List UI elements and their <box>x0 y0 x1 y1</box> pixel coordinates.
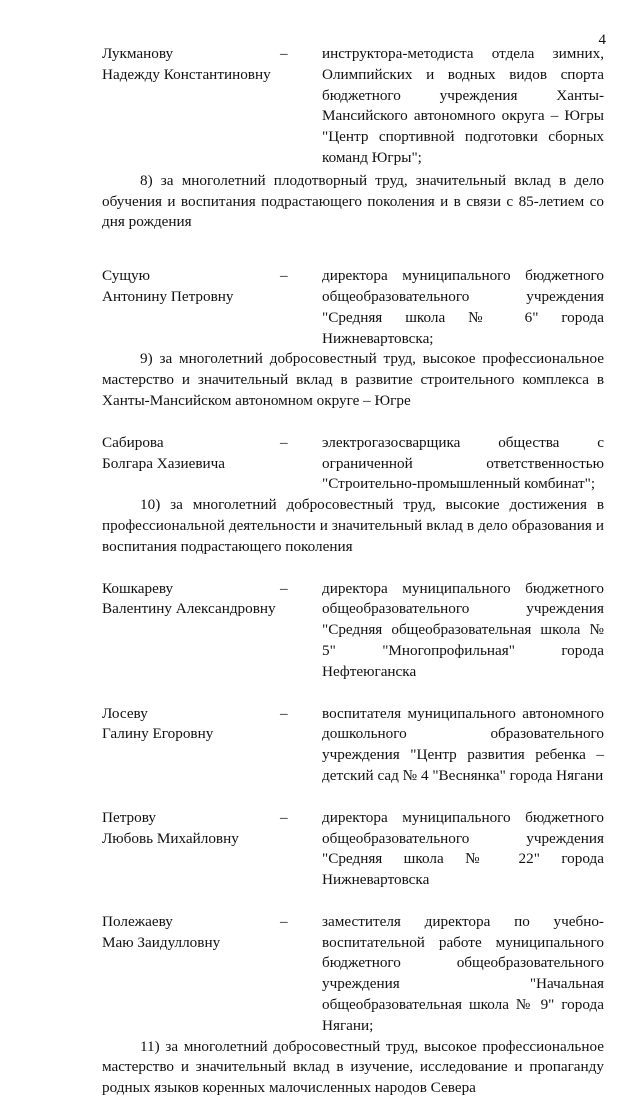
person-position: директора муниципального бюджетного общеобразовательного учреждения "Средняя школа № 6" города Нижневартовска; <box>322 267 604 347</box>
person-position: заместителя директора по учебно-воспитательной работе муниципального бюджетного общеобразовательного учреждения "Начальная общеобразовательная школа № 9" города Нягани; <box>322 912 604 1034</box>
person-surname: Сабирова <box>102 433 164 451</box>
person-position: электрогазосварщика общества с ограниченной ответственностью "Строительно-промышленный комбинат"; <box>322 433 604 493</box>
award-entry <box>102 44 604 169</box>
person-given-names: Валентину Александровну <box>102 600 276 618</box>
award-entry <box>102 704 604 787</box>
person-name <box>102 44 280 169</box>
award-entry <box>102 912 604 1037</box>
entry-dash: – <box>280 45 288 62</box>
entry-dash: – <box>280 267 288 285</box>
entry-dash: – <box>280 579 288 597</box>
award-entry <box>102 433 604 495</box>
person-name <box>102 579 280 683</box>
person-surname: Кошкареву <box>102 579 174 597</box>
person-position: директора муниципального бюджетного общеобразовательного учреждения "Средняя школа № 22" города Нижневартовска <box>322 808 604 889</box>
entry-dash: – <box>280 433 288 451</box>
award-entry <box>102 266 604 349</box>
entry-dash: – <box>280 808 288 826</box>
person-surname: Полежаеву <box>102 912 173 930</box>
person-name <box>102 433 280 495</box>
award-entry <box>102 579 604 683</box>
page-number: 4 <box>598 32 606 48</box>
person-name <box>102 266 280 349</box>
person-given-names: Любовь Михайловну <box>102 829 239 847</box>
person-given-names: Галину Егоровну <box>102 725 214 743</box>
person-given-names: Антонину Петровну <box>102 287 234 305</box>
person-surname: Петрову <box>102 808 156 826</box>
person-given-names: Маю Заидулловну <box>102 933 221 951</box>
award-entry <box>102 808 604 891</box>
person-position: воспитателя муниципального автономного дошкольного образовательного учреждения "Центр развития ребенка – детский сад № 4 "Веснянка" города Нягани <box>322 704 604 784</box>
entry-dash: – <box>280 704 288 722</box>
award-clause: 8) за многолетний плодотворный труд, значительный вклад в дело обучения и воспитания подрастающего поколения и в связи с 85-летием со дня рождения <box>102 171 604 231</box>
award-clause: 10) за многолетний добросовестный труд, высокие достижения в профессиональной деятельности и значительный вклад в дело образования и воспитания подрастающего поколения <box>102 496 604 555</box>
entry-dash: – <box>280 912 288 930</box>
person-surname: Лосеву <box>102 704 148 722</box>
person-name <box>102 704 280 787</box>
award-clause: 9) за многолетний добросовестный труд, высокое профессиональное мастерство и значительный вклад в развитие строительного комплекса в Ханты-Мансийском автономном округе – Югре <box>102 350 604 409</box>
person-name <box>102 808 280 891</box>
person-given-names: Надежду Константиновну <box>102 65 271 83</box>
person-position: директора муниципального бюджетного общеобразовательного учреждения "Средняя общеобразовательная школа № 5" "Многопрофильная" города Нефтеюганска <box>322 579 604 680</box>
person-given-names: Болгара Хазиевича <box>102 454 226 472</box>
person-surname: Лукманову <box>102 45 174 62</box>
person-name <box>102 912 280 1037</box>
award-clause: 11) за многолетний добросовестный труд, высокое профессиональное мастерство и значительный вклад в изучение, исследование и пропаганду родных языков коренных малочисленных народов Севера <box>102 1037 604 1097</box>
person-surname: Сущую <box>102 267 150 285</box>
document-body <box>102 44 604 1099</box>
person-position: инструктора-методиста отдела зимних, Олимпийских и водных видов спорта бюджетного учреждения Ханты-Мансийского автономного округа – Югры "Центр спортивной подготовки сборных команд Югры"; <box>322 45 604 166</box>
